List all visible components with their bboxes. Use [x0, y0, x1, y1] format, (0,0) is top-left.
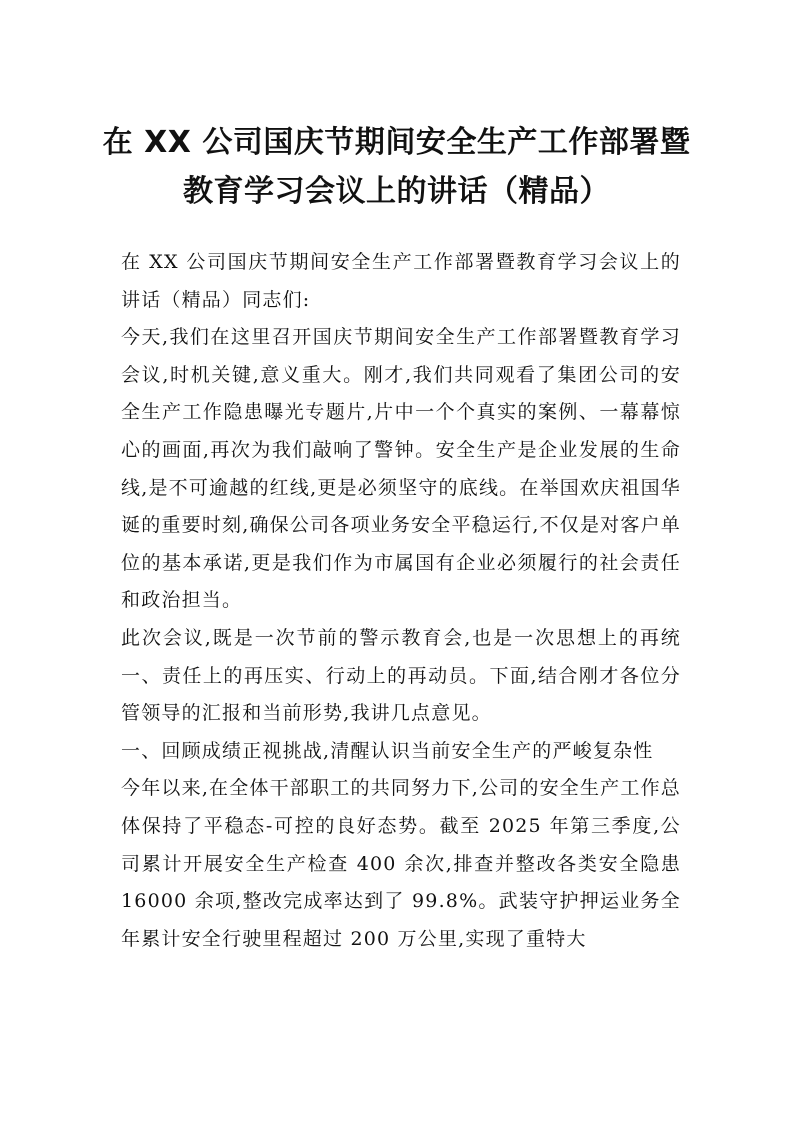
paragraph-meeting-purpose: 此次会议,既是一次节前的警示教育会,也是一次思想上的再统一、责任上的再压实、行动上的再动员。下面,结合刚才各位分管领导的汇报和当前形势,我讲几点意见。	[121, 626, 681, 725]
document-title-line-1: 在 XX 公司国庆节期间安全生产工作部署暨	[102, 125, 691, 160]
paragraph-intro: 在 XX 公司国庆节期间安全生产工作部署暨教育学习会议上的讲话（精品）同志们:	[121, 251, 681, 311]
paragraph-opening: 今天,我们在这里召开国庆节期间安全生产工作部署暨教育学习会议,时机关键,意义重大。刚才,我们共同观看了集团公司的安全生产工作隐患曝光专题片,片中一个个真实的案例、一幕幕惊心的画面,再次为我们敲响了警钟。安全生产是企业发展的生命线,是不可逾越的红线,更是必须坚守的底线。在举国欢庆祖国华诞的重要时刻,确保公司各项业务安全平稳运行,不仅是对客户单位的基本承诺,更是我们作为市属国有企业必须履行的社会责任和政治担当。	[121, 326, 681, 612]
document-title-line-2: 教育学习会议上的讲话（精品）	[183, 174, 610, 209]
paragraph-achievements: 今年以来,在全体干部职工的共同努力下,公司的安全生产工作总体保持了平稳态-可控的良好态势。截至 2025 年第三季度,公司累计开展安全生产检查 400 余次,排查并整改各类安全隐患 16000 余项,整改完成率达到了 99.8%。武装守护押运业务全年累计安全行驶里程超过 200 万公里,实现了重特大	[121, 777, 681, 950]
section-heading-1: 一、回顾成绩正视挑战,清醒认识当前安全生产的严峻复杂性	[121, 739, 654, 762]
document-body	[121, 244, 681, 958]
